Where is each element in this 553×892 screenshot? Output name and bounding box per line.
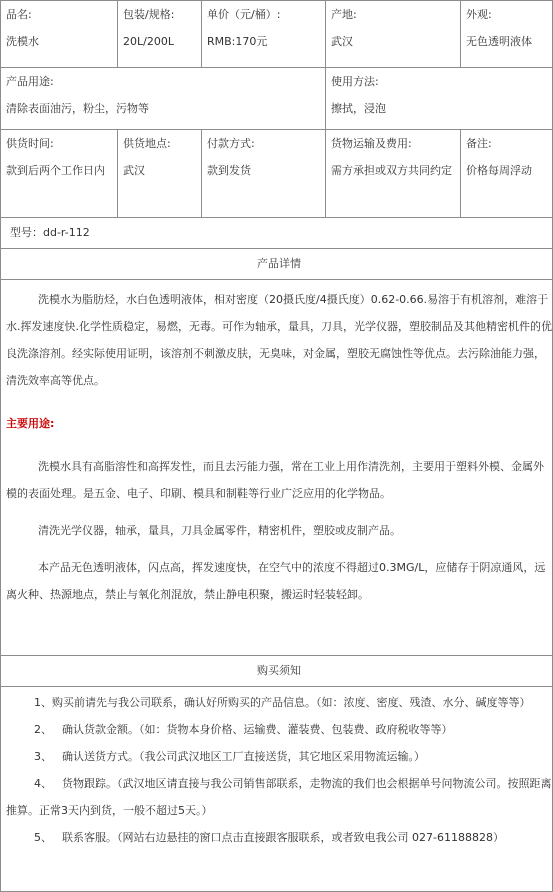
- spec-cell-shipping: 货物运输及费用: 需方承担或双方共同约定: [326, 130, 461, 218]
- shipping-value: 需方承担或双方共同约定: [331, 164, 452, 177]
- product-name: 洗模水: [6, 35, 39, 48]
- notice-title: 购买须知: [1, 656, 553, 687]
- spec-cell-price: 单价（元/桶）: RMB:170元: [202, 1, 326, 68]
- details-title: 产品详情: [1, 249, 553, 280]
- spec-row-supply: [1, 130, 553, 218]
- payment-value: 款到发货: [207, 164, 251, 177]
- spec-cell-name: 品名: 洗模水: [1, 1, 118, 68]
- spec-row-usage: [1, 68, 553, 130]
- package-value: 20L/200L: [123, 35, 174, 48]
- notice-item-5: 5、 联系客服。（网站右边悬挂的窗口点击直接跟客服联系，或者致电我公司 027-61188828）: [34, 831, 504, 844]
- notice-body: [1, 687, 553, 892]
- spec-cell-appearance: 外观: 无色透明液体: [461, 1, 553, 68]
- spec-cell-payment: 付款方式: 款到发货: [202, 130, 326, 218]
- origin-value: 武汉: [331, 35, 353, 48]
- spec-cell-supply-time: 供货时间: 款到后两个工作日内: [1, 130, 118, 218]
- appearance-value: 无色透明液体: [466, 35, 532, 48]
- main-uses-heading: 主要用途:: [6, 417, 55, 430]
- notice-item-4: 4、 货物跟踪。（武汉地区请直接与我公司销售部联系，走物流的我们也会根据单号问物流公司。按照距离推算。正常3天内到货，一般不超过5天。）: [6, 777, 552, 817]
- main-use-1: 洗模水具有高脂溶性和高挥发性，而且去污能力强，常在工业上用作清洗剂，主要用于塑料外模、金属外模的表面处理。是五金、电子、印刷、模具和制鞋等行业广泛应用的化学物品。: [6, 460, 544, 500]
- notice-item-1: 1、购买前请先与我公司联系，确认好所购买的产品信息。（如：浓度、密度、残渣、水分、碱度等等）: [34, 696, 531, 709]
- supply-time-value: 款到后两个工作日内: [6, 164, 105, 177]
- method-value: 擦拭，浸泡: [331, 102, 386, 115]
- details-title-row: [1, 249, 553, 280]
- spec-cell-supply-place: 供货地点: 武汉: [118, 130, 202, 218]
- price-value: RMB:170元: [207, 35, 268, 48]
- spec-row-model: [1, 218, 553, 249]
- notice-body-row: [1, 687, 553, 892]
- details-intro: 洗模水为脂肪烃，水白色透明液体，相对密度（20摄氏度/4摄氏度）0.62-0.66.易溶于有机溶剂，难溶于水.挥发速度快.化学性质稳定，易燃，无毒。可作为轴承，量具，刀具，光学仪器，塑胶制品及其他精密机件的优良洗涤溶剂。经实际使用证明，该溶剂不刺激皮肤，无臭味，对金属，塑胶无腐蚀性等优点。去污除油能力强，清洗效率高等优点。: [6, 293, 552, 387]
- main-use-3: 本产品无色透明液体，闪点高，挥发速度快，在空气中的浓度不得超过0.3MG/L，应储存于阴凉通风，远离火种、热源地点，禁止与氧化剂混放，禁止静电积聚，搬运时轻装轻卸。: [6, 561, 546, 601]
- use-value: 清除表面油污，粉尘，污物等: [6, 102, 149, 115]
- spec-cell-method: 使用方法: 擦拭，浸泡: [326, 68, 553, 130]
- supply-place-value: 武汉: [123, 164, 145, 177]
- spec-cell-origin: 产地: 武汉: [326, 1, 461, 68]
- details-body: [1, 280, 553, 656]
- spec-cell-use: 产品用途: 清除表面油污，粉尘，污物等: [1, 68, 326, 130]
- spec-row-basic: [1, 1, 553, 68]
- remark-value: 价格每周浮动: [466, 164, 532, 177]
- notice-item-3: 3、 确认送货方式。（我公司武汉地区工厂直接送货，其它地区采用物流运输。）: [34, 750, 425, 763]
- notice-title-row: [1, 656, 553, 687]
- details-body-row: [1, 280, 553, 656]
- model-number: 型号：dd-r-112: [1, 218, 553, 249]
- main-use-2: 清洗光学仪器，轴承，量具，刀具金属零件，精密机件，塑胶或皮制产品。: [38, 524, 401, 537]
- notice-item-2: 2、 确认货款金额。（如：货物本身价格、运输费、灌装费、包装费、政府税收等等）: [34, 723, 453, 736]
- spec-cell-package: 包装/规格: 20L/200L: [118, 1, 202, 68]
- spec-cell-remark: 备注: 价格每周浮动: [461, 130, 553, 218]
